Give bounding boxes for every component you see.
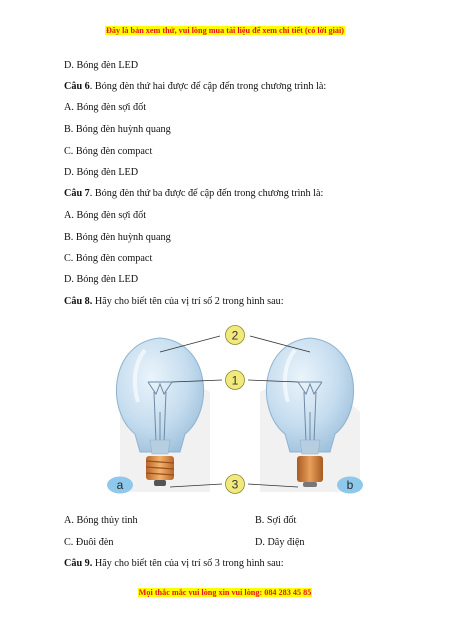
label-a <box>107 477 133 494</box>
question-9-label: Câu 9. <box>64 558 93 569</box>
question-6-text: . Bóng đèn thứ hai được để cập đến trong chương trình là: <box>89 81 327 92</box>
svg-text:3: 3 <box>231 477 239 492</box>
q8-option-a: A. Bóng thủy tinh <box>64 515 138 526</box>
q6-option-d: D. Bóng đèn LED <box>64 167 139 178</box>
question-7-text: . Bóng đèn thứ ba được để cập đến trong chương trình là: <box>89 188 324 199</box>
label-b <box>337 477 363 494</box>
question-8 <box>64 296 284 307</box>
svg-text:1: 1 <box>231 373 239 388</box>
question-7-label: Câu 7 <box>64 188 90 199</box>
option-d-previous: D. Bóng đèn LED <box>64 60 139 71</box>
svg-text:b: b <box>346 478 354 492</box>
callout-1 <box>226 371 245 390</box>
question-8-label: Câu 8. <box>64 296 93 307</box>
svg-text:2: 2 <box>231 328 239 343</box>
question-6 <box>64 81 326 92</box>
q7-option-c: C. Bóng đèn compact <box>64 253 153 264</box>
q6-option-c: C. Bóng đèn compact <box>64 146 153 157</box>
svg-text:a: a <box>116 478 124 492</box>
footer-banner: Mọi thắc mắc vui lòng xin vui lòng: 084 283 45 85 <box>138 588 312 597</box>
q7-option-d: D. Bóng đèn LED <box>64 274 139 285</box>
header-banner: Đây là bản xem thử, vui lòng mua tài liệu để xem chi tiết (có lời giải) <box>105 26 344 35</box>
q8-option-c: C. Đuôi đèn <box>64 537 114 548</box>
callout-3 <box>226 475 245 494</box>
bayonet-base <box>297 456 323 482</box>
q7-option-b: B. Bóng đèn huỳnh quang <box>64 232 171 243</box>
q8-option-d: D. Dây điện <box>255 537 305 548</box>
light-bulb-figure <box>100 322 370 500</box>
question-8-text: Hãy cho biết tên của vị trí số 2 trong hình sau: <box>92 296 284 307</box>
q6-option-b: B. Bóng đèn huỳnh quang <box>64 124 171 135</box>
q6-option-a: A. Bóng đèn sợi đốt <box>64 102 147 113</box>
question-7 <box>64 188 323 199</box>
q8-option-b: B. Sợi đốt <box>255 515 297 526</box>
question-6-label: Câu 6 <box>64 81 90 92</box>
question-9 <box>64 558 284 569</box>
q7-option-a: A. Bóng đèn sợi đốt <box>64 210 147 221</box>
callout-2 <box>226 326 245 345</box>
question-9-text: Hãy cho biết tên của vị trí số 3 trong hình sau: <box>92 558 284 569</box>
